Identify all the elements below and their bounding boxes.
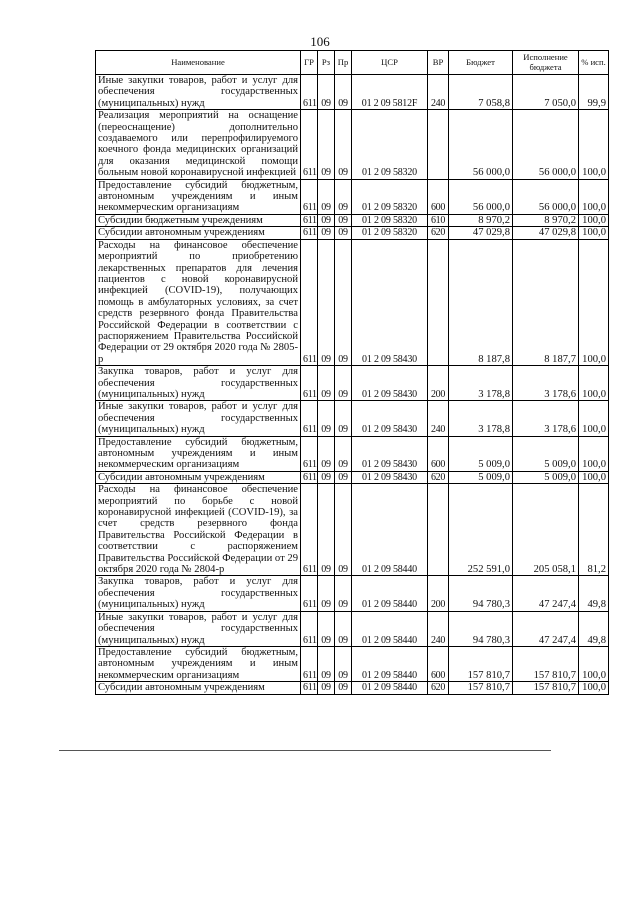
- cell-gr: 611: [301, 401, 318, 436]
- cell-vr: 620: [428, 227, 449, 239]
- cell-rz: 09: [318, 484, 335, 576]
- cell-name: Предоставление субсидий бюджетным, автономным учреждениям и иным некоммерческим организациям: [96, 646, 301, 681]
- cell-gr: 611: [301, 227, 318, 239]
- cell-execution: 8 187,7: [513, 239, 579, 365]
- cell-csr: 01 2 09 58430: [352, 436, 428, 471]
- cell-percent: 81,2: [579, 484, 609, 576]
- table-row: [96, 401, 609, 436]
- cell-budget: 8 187,8: [449, 239, 513, 365]
- cell-csr: 01 2 09 58320: [352, 214, 428, 226]
- cell-budget: 94 780,3: [449, 576, 513, 611]
- cell-name: Субсидии автономным учреждениям: [96, 682, 301, 694]
- cell-vr: 240: [428, 611, 449, 646]
- cell-csr: 01 2 09 58320: [352, 227, 428, 239]
- cell-rz: 09: [318, 646, 335, 681]
- cell-csr: 01 2 09 58430: [352, 239, 428, 365]
- cell-pr: 09: [335, 179, 352, 214]
- cell-csr: 01 2 09 5812F: [352, 75, 428, 110]
- cell-rz: 09: [318, 239, 335, 365]
- cell-name: Иные закупки товаров, работ и услуг для обеспечения государственных (муниципальных) нужд: [96, 401, 301, 436]
- cell-rz: 09: [318, 366, 335, 401]
- table-row: [96, 179, 609, 214]
- cell-vr: 200: [428, 366, 449, 401]
- cell-percent: 100,0: [579, 401, 609, 436]
- table-row: [96, 239, 609, 365]
- cell-pr: 09: [335, 75, 352, 110]
- cell-vr: 240: [428, 401, 449, 436]
- cell-percent: 100,0: [579, 366, 609, 401]
- cell-budget: 94 780,3: [449, 611, 513, 646]
- cell-budget: 3 178,8: [449, 366, 513, 401]
- cell-name: Субсидии автономным учреждениям: [96, 471, 301, 483]
- cell-gr: 611: [301, 576, 318, 611]
- cell-pr: 09: [335, 646, 352, 681]
- table-row: [96, 110, 609, 179]
- cell-gr: 611: [301, 110, 318, 179]
- cell-percent: 100,0: [579, 214, 609, 226]
- cell-pr: 09: [335, 366, 352, 401]
- cell-pr: 09: [335, 471, 352, 483]
- cell-gr: 611: [301, 682, 318, 694]
- cell-percent: 100,0: [579, 227, 609, 239]
- cell-vr: 620: [428, 471, 449, 483]
- cell-csr: 01 2 09 58430: [352, 401, 428, 436]
- cell-name: Реализация мероприятий на оснащение (переоснащение) дополнительно создаваемого или перепрофилируемого коечного фонда медицинских организаций для оказания медицинской помощи больным новой коронавирусной инфекцией: [96, 110, 301, 179]
- cell-vr: 620: [428, 682, 449, 694]
- page-divider-line: [59, 750, 551, 751]
- cell-pr: 09: [335, 576, 352, 611]
- cell-gr: 611: [301, 611, 318, 646]
- cell-name: Расходы на финансовое обеспечение мероприятий по борьбе с новой коронавирусной инфекцией (COVID-19), за счет средств резервного фонда Правительства Российской Федерации в соответствии с распоряжением Правительства Российской Федерации от 29 октября 2020 года № 2804-р: [96, 484, 301, 576]
- cell-pr: 09: [335, 214, 352, 226]
- cell-name: Иные закупки товаров, работ и услуг для обеспечения государственных (муниципальных) нужд: [96, 611, 301, 646]
- cell-vr: 600: [428, 646, 449, 681]
- cell-gr: 611: [301, 484, 318, 576]
- cell-csr: 01 2 09 58320: [352, 110, 428, 179]
- cell-percent: 100,0: [579, 682, 609, 694]
- table-row: [96, 484, 609, 576]
- table-row: [96, 611, 609, 646]
- cell-pr: 09: [335, 227, 352, 239]
- cell-percent: 49,8: [579, 611, 609, 646]
- header-rz: Рз: [318, 51, 335, 75]
- table-row: [96, 436, 609, 471]
- cell-name: Закупка товаров, работ и услуг для обеспечения государственных (муниципальных) нужд: [96, 366, 301, 401]
- header-budget: Бюджет: [449, 51, 513, 75]
- header-vr: ВР: [428, 51, 449, 75]
- cell-budget: 157 810,7: [449, 682, 513, 694]
- cell-gr: 611: [301, 436, 318, 471]
- cell-rz: 09: [318, 401, 335, 436]
- cell-rz: 09: [318, 682, 335, 694]
- header-name: Наименование: [96, 51, 301, 75]
- table-row: [96, 646, 609, 681]
- cell-execution: 157 810,7: [513, 682, 579, 694]
- cell-budget: 252 591,0: [449, 484, 513, 576]
- cell-budget: 56 000,0: [449, 110, 513, 179]
- cell-vr: 600: [428, 436, 449, 471]
- cell-csr: 01 2 09 58440: [352, 611, 428, 646]
- cell-execution: 56 000,0: [513, 110, 579, 179]
- cell-pr: 09: [335, 239, 352, 365]
- cell-vr: 610: [428, 214, 449, 226]
- cell-vr: [428, 110, 449, 179]
- cell-rz: 09: [318, 436, 335, 471]
- cell-name: Иные закупки товаров, работ и услуг для обеспечения государственных (муниципальных) нужд: [96, 75, 301, 110]
- cell-budget: 3 178,8: [449, 401, 513, 436]
- header-gr: ГР: [301, 51, 318, 75]
- cell-rz: 09: [318, 110, 335, 179]
- budget-table: [95, 50, 609, 695]
- cell-name: Субсидии автономным учреждениям: [96, 227, 301, 239]
- header-percent: % исп.: [579, 51, 609, 75]
- table-row: [96, 682, 609, 694]
- cell-budget: 8 970,2: [449, 214, 513, 226]
- cell-budget: 56 000,0: [449, 179, 513, 214]
- header-csr: ЦСР: [352, 51, 428, 75]
- cell-gr: 611: [301, 75, 318, 110]
- cell-budget: 47 029,8: [449, 227, 513, 239]
- cell-gr: 611: [301, 179, 318, 214]
- cell-execution: 56 000,0: [513, 179, 579, 214]
- cell-budget: 157 810,7: [449, 646, 513, 681]
- cell-pr: 09: [335, 682, 352, 694]
- cell-budget: 5 009,0: [449, 471, 513, 483]
- table-row: [96, 227, 609, 239]
- cell-pr: 09: [335, 436, 352, 471]
- cell-execution: 205 058,1: [513, 484, 579, 576]
- cell-rz: 09: [318, 75, 335, 110]
- cell-csr: 01 2 09 58430: [352, 471, 428, 483]
- cell-rz: 09: [318, 471, 335, 483]
- cell-gr: 611: [301, 239, 318, 365]
- cell-gr: 611: [301, 646, 318, 681]
- cell-csr: 01 2 09 58430: [352, 366, 428, 401]
- cell-name: Субсидии бюджетным учреждениям: [96, 214, 301, 226]
- cell-gr: 611: [301, 471, 318, 483]
- cell-percent: 100,0: [579, 239, 609, 365]
- cell-csr: 01 2 09 58320: [352, 179, 428, 214]
- cell-percent: 49,8: [579, 576, 609, 611]
- cell-rz: 09: [318, 576, 335, 611]
- cell-csr: 01 2 09 58440: [352, 682, 428, 694]
- table-row: [96, 576, 609, 611]
- cell-execution: 5 009,0: [513, 436, 579, 471]
- table-row: [96, 75, 609, 110]
- cell-gr: 611: [301, 366, 318, 401]
- cell-csr: 01 2 09 58440: [352, 576, 428, 611]
- cell-rz: 09: [318, 611, 335, 646]
- cell-percent: 99,9: [579, 75, 609, 110]
- table-row: [96, 214, 609, 226]
- table-row: [96, 471, 609, 483]
- cell-execution: 7 050,0: [513, 75, 579, 110]
- cell-name: Расходы на финансовое обеспечение мероприятий по приобретению лекарственных препаратов для лечения пациентов с новой коронавирусной инфекцией (COVID-19), получающих помощь в амбулаторных условиях, за счет средств резервного фонда Правительства Российской Федерации в соответствии с распоряжением Правительства Российской Федерации от 29 октября 2020 года № 2805-р: [96, 239, 301, 365]
- cell-execution: 157 810,7: [513, 646, 579, 681]
- cell-vr: 200: [428, 576, 449, 611]
- cell-execution: 3 178,6: [513, 401, 579, 436]
- cell-percent: 100,0: [579, 436, 609, 471]
- cell-name: Закупка товаров, работ и услуг для обеспечения государственных (муниципальных) нужд: [96, 576, 301, 611]
- cell-execution: 47 247,4: [513, 611, 579, 646]
- cell-budget: 5 009,0: [449, 436, 513, 471]
- cell-percent: 100,0: [579, 646, 609, 681]
- cell-budget: 7 058,8: [449, 75, 513, 110]
- table-header-row: [96, 51, 609, 75]
- cell-name: Предоставление субсидий бюджетным, автономным учреждениям и иным некоммерческим организациям: [96, 436, 301, 471]
- cell-vr: [428, 239, 449, 365]
- header-pr: Пр: [335, 51, 352, 75]
- cell-csr: 01 2 09 58440: [352, 646, 428, 681]
- cell-execution: 47 029,8: [513, 227, 579, 239]
- cell-vr: 600: [428, 179, 449, 214]
- cell-csr: 01 2 09 58440: [352, 484, 428, 576]
- cell-pr: 09: [335, 110, 352, 179]
- cell-vr: 240: [428, 75, 449, 110]
- cell-vr: [428, 484, 449, 576]
- header-execution: Исполнение бюджета: [513, 51, 579, 75]
- cell-execution: 3 178,6: [513, 366, 579, 401]
- page-number: 106: [310, 34, 330, 49]
- table-row: [96, 366, 609, 401]
- cell-pr: 09: [335, 484, 352, 576]
- cell-rz: 09: [318, 179, 335, 214]
- cell-percent: 100,0: [579, 471, 609, 483]
- cell-execution: 5 009,0: [513, 471, 579, 483]
- cell-name: Предоставление субсидий бюджетным, автономным учреждениям и иным некоммерческим организациям: [96, 179, 301, 214]
- cell-pr: 09: [335, 401, 352, 436]
- cell-rz: 09: [318, 227, 335, 239]
- cell-pr: 09: [335, 611, 352, 646]
- cell-rz: 09: [318, 214, 335, 226]
- cell-gr: 611: [301, 214, 318, 226]
- cell-execution: 47 247,4: [513, 576, 579, 611]
- cell-percent: 100,0: [579, 110, 609, 179]
- cell-percent: 100,0: [579, 179, 609, 214]
- cell-execution: 8 970,2: [513, 214, 579, 226]
